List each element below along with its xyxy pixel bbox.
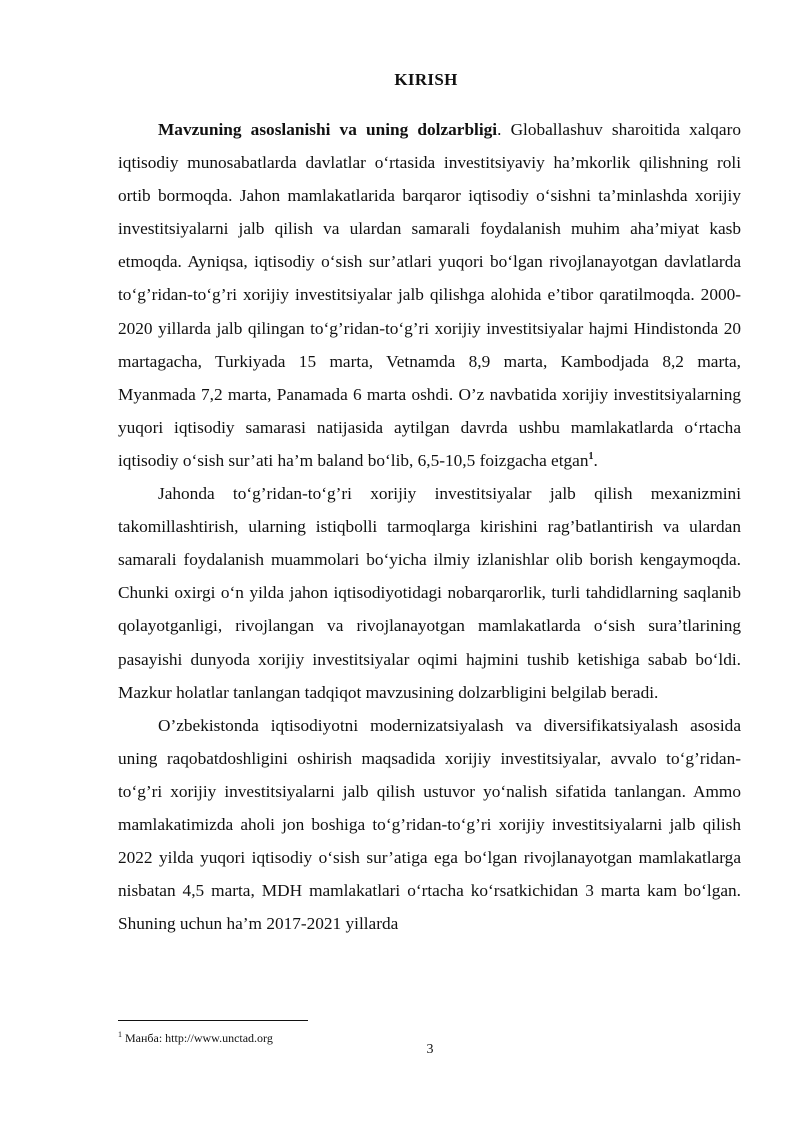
paragraph-tail: . (593, 450, 598, 470)
body-text (118, 113, 741, 940)
section-title: KIRISH (394, 70, 458, 89)
paragraph-lead: Mavzuning asoslanishi va uning dolzarbligi (158, 120, 498, 139)
footnote-divider (118, 1020, 308, 1021)
footnote-reference[interactable]: 1 (588, 451, 594, 463)
page-number: 3 (426, 1042, 434, 1057)
paragraph-text: . Globallashuv sharoitida xalqaro iqtisodiy munosabatlarda davlatlar o‘rtasida investitsiyaviy ha’mkorlik qilishning roli ortib bormoqda. Jahon mamlakatlarida barqaror iqtisodiy o‘sishni ta’minlashda xorijiy investitsiyalarni jalb qilish va ulardan samarali foydalanish muhim aha’miyat kasb etmoqda. Ayniqsa, iqtisodiy o‘sish sur’atlari yuqori bo‘lgan rivojlanayotgan davlatlarda to‘g’ridan-to‘g’ri xorijiy investitsiyalar jalb qilishga alohida e’tibor qaratilmoqda. 2000-2020 yillarda jalb qilingan to‘g’ridan-to‘g’ri xorijiy investitsiyalar hajmi Hindistonda 20 martagacha, Turkiyada 15 marta, Vetnamda 8,9 marta, Kambodjada 8,2 marta, Myanmada 7,2 marta, Panamada 6 marta oshdi. O’z navbatida xorijiy investitsiyalarning yuqori iqtisodiy samarasi natijasida aytilgan davrda ushbu mamlakatlarda o‘rtacha iqtisodiy o‘sish sur’ati ha’m baland bo‘lib, 6,5-10,5 foizgacha etgan (118, 120, 741, 470)
footnote-text: Манба: http://www.unctad.org (122, 1031, 273, 1045)
paragraph (118, 113, 741, 477)
paragraph: Jahonda to‘g’ridan-to‘g’ri xorijiy investitsiyalar jalb qilish mexanizmini takomillashtirish, ularning istiqbolli tarmoqlarga kirishini rag’batlantirish va ulardan samarali foydalanish muammolari bo‘yicha ilmiy izlanishlar olib borish kengaymoqda. Chunki oxirgi o‘n yilda jahon iqtisodiyotidagi nobarqarorlik, turli tahdidlarning saqlanib qolayotganligi, rivojlangan va rivojlanayotgan mamlakatlarda o‘sish sura’tlarining pasayishi dunyoda xorijiy investitsiyalar oqimi hajmini tushib ketishiga sabab bo‘ldi. Mazkur holatlar tanlangan tadqiqot mavzusining dolzarbligini belgilab beradi. (118, 484, 741, 702)
footnote-marker: 1 (118, 1030, 122, 1039)
paragraph: O’zbekistonda iqtisodiyotni modernizatsiyalash va diversifikatsiyalash asosida uning raqobatdoshligini oshirish maqsadida xorijiy investitsiyalar, avvalo to‘g’ridan-to‘g’ri xorijiy investitsiyalarni jalb qilish ustuvor yo‘nalish sifatida tanlangan. Ammo mamlakatimizda aholi jon boshiga to‘g’ridan-to‘g’ri xorijiy investitsiyalarni jalb qilish 2022 yilda yuqori iqtisodiy o‘sish sur’atiga ega bo‘lgan rivojlanayotgan mamlakatlarga nisbatan 4,5 marta, MDH mamlakatlari o‘rtacha ko‘rsatkichidan 3 marta kam bo‘lgan. Shuning uchun ha’m 2017-2021 yillarda (118, 715, 741, 934)
